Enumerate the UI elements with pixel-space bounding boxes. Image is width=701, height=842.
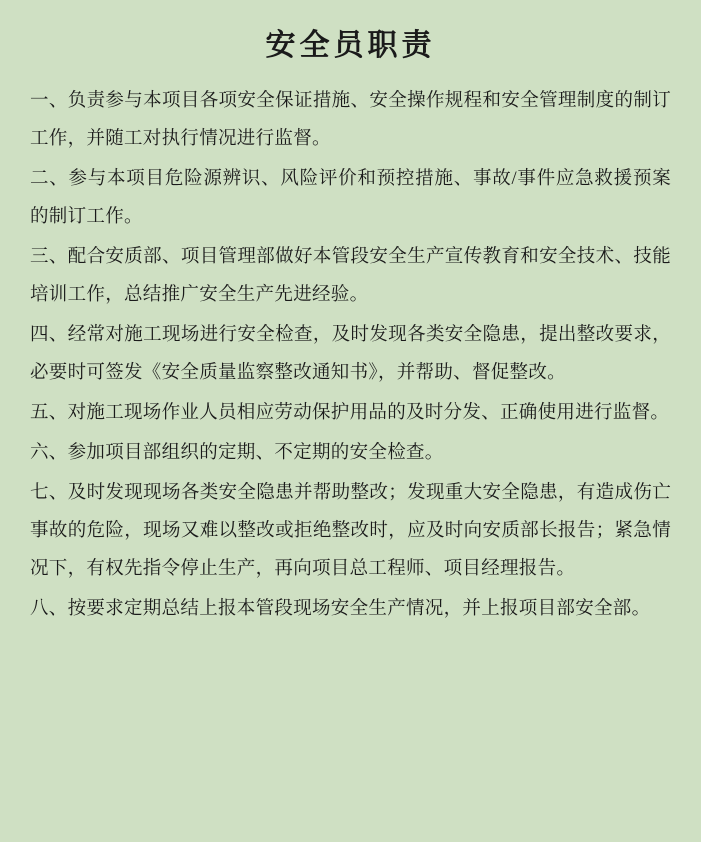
paragraph-2: 二、参与本项目危险源辨识、风险评价和预控措施、事故/事件应急救援预案的制订工作。 [30, 169, 671, 227]
paragraph-4: 四、经常对施工现场进行安全检查，及时发现各类安全隐患，提出整改要求，必要时可签发《安全质量监察整改通知书》，并帮助、督促整改。 [30, 325, 671, 383]
page-title: 安全员职责 [265, 29, 436, 62]
paragraph-6: 六、参加项目部组织的定期、不定期的安全检查。 [30, 443, 444, 463]
paragraph-7: 七、及时发现现场各类安全隐患并帮助整改；发现重大安全隐患，有造成伤亡事故的危险，现场又难以整改或拒绝整改时，应及时向安质部长报告；紧急情况下，有权先指令停止生产，再向项目总工程师、项目经理报告。 [30, 483, 671, 579]
document-body [30, 82, 671, 628]
paragraph-5: 五、对施工现场作业人员相应劳动保护用品的及时分发、正确使用进行监督。 [30, 403, 670, 423]
paragraph-1: 一、负责参与本项目各项安全保证措施、安全操作规程和安全管理制度的制订工作，并随工对执行情况进行监督。 [30, 91, 671, 149]
paragraph-8: 八、按要求定期总结上报本管段现场安全生产情况，并上报项目部安全部。 [30, 599, 651, 619]
paragraph-3: 三、配合安质部、项目管理部做好本管段安全生产宣传教育和安全技术、技能培训工作，总结推广安全生产先进经验。 [30, 247, 671, 305]
